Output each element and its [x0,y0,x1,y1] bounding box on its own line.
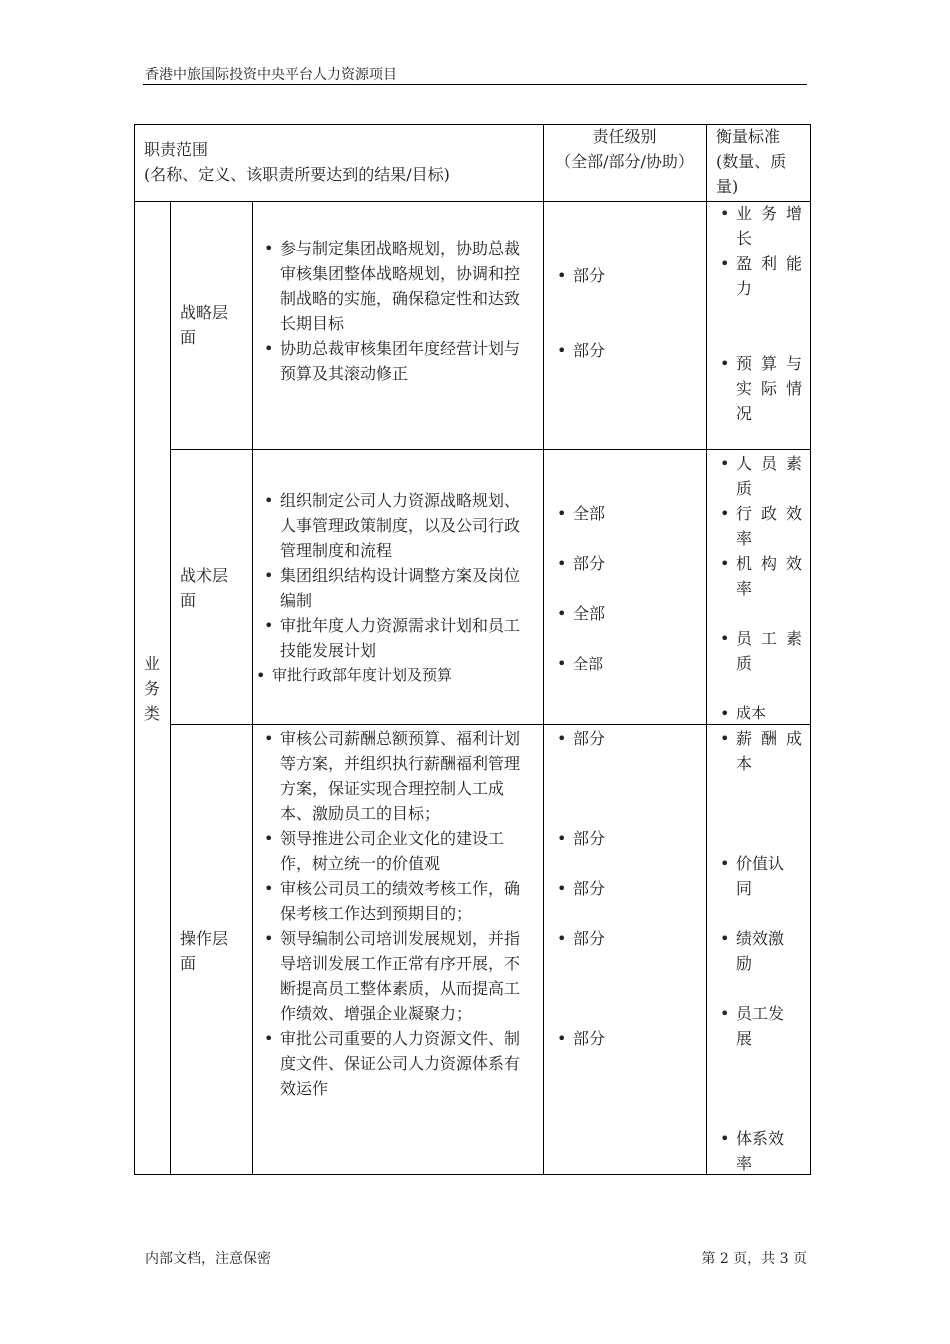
category-label [134,651,170,726]
footer-confidential: 内部文档，注意保密 [145,1251,271,1267]
measure-item: • 绩效激 励 [720,929,785,973]
level-item: • 部分 [557,729,606,748]
table-border [170,201,171,1175]
measure-item: • 员 工 素 质 [720,629,802,673]
duty-item: • 审批年度人力资源需求计划和员工 技能发展计划 [264,616,521,660]
measure-list [708,451,802,726]
duty-list [252,488,542,688]
measure-item: • 盈 利 能 力 [720,254,802,298]
duty-item: • 领导编制公司培训发展规划，并指 导培训发展工作正常有序开展，不 断提高员工整体素质，从而提高工 作绩效、增强企业凝聚力； [264,929,521,1023]
duty-list [252,236,542,386]
section-name: 战略层 面 [180,303,229,347]
level-list [545,501,705,677]
duty-item: • 审核公司员工的绩效考核工作，确 保考核工作达到预期目的； [264,879,521,923]
category-char: 类 [143,704,160,723]
level-item: • 全部 [557,654,604,673]
duty-item: • 审核公司薪酬总额预算、福利计划 等方案，并组织执行薪酬福利管理 方案，保证实现合理控制人工成 本、激励员工的目标； [264,729,521,823]
measure-item: • 薪 酬 成 本 [720,729,802,773]
level-item: • 部分 [557,929,606,948]
duty-list [252,726,542,1101]
level-list [545,726,705,1051]
table-border [170,449,811,450]
measure-item: • 体系效 率 [720,1129,785,1173]
duty-item: • 审批公司重要的人力资源文件、制 度文件、保证公司人力资源体系有 效运作 [264,1029,521,1098]
level-item: • 部分 [557,341,606,360]
category-char: 业 [143,654,160,673]
measure-item: • 业 务 增 长 [720,204,802,248]
level-item: • 部分 [557,829,606,848]
category-char: 务 [143,679,160,698]
measure-item: • 行 政 效 率 [720,504,802,548]
measure-list [708,726,802,1176]
footer-page-number: 第 2 页，共 3 页 [701,1251,807,1267]
duty-item: • 协助总裁审核集团年度经营计划与 预算及其滚动修正 [264,339,521,383]
header-rule [143,84,807,85]
duty-item: • 领导推进公司企业文化的建设工 作，树立统一的价值观 [264,829,505,873]
level-item: • 全部 [557,504,606,523]
level-item: • 部分 [557,266,606,285]
table-border [134,124,811,125]
table-border [134,124,135,1175]
responsibility-table [134,124,811,1175]
measure-item: • 机 构 效 率 [720,554,802,598]
duty-item: • 参与制定集团战略规划，协助总裁 审核集团整体战略规划，协调和控 制战略的实施，确保稳定性和达致 长期目标 [264,239,521,333]
measure-item: • 预 算 与 实 际 情 况 [720,354,802,423]
duty-item: • 组织制定公司人力资源战略规划、 人事管理政策制度，以及公司行政 管理制度和流程 [264,491,521,560]
header-title: 香港中旅国际投资中央平台人力资源项目 [145,67,397,83]
level-item: • 全部 [557,604,606,623]
measure-item: • 员工发 展 [720,1004,785,1048]
table-border [706,124,707,1175]
section-name: 操作层 面 [180,929,229,973]
measure-item: • 人 员 素 质 [720,454,802,498]
measure-item: • 价值认 同 [720,854,785,898]
level-list [545,263,705,363]
measure-header: 衡量标准 (数量、质 量) [716,127,787,196]
duty-item: • 审批行政部年度计划及预算 [256,666,453,685]
level-item: • 部分 [557,879,606,898]
section-name: 战术层 面 [180,566,229,610]
scope-header: 职责范围 (名称、定义、该职责所要达到的结果/目标) [144,140,450,184]
duty-item: • 集团组织结构设计调整方案及岗位 编制 [264,566,521,610]
measure-item: • 成本 [720,704,767,723]
level-item: • 部分 [557,554,606,573]
level-item: • 部分 [557,1029,606,1048]
table-border [810,124,811,1175]
measure-list [708,201,802,426]
level-header: 责任级别 （全部/部分/协助） [555,127,694,171]
table-border [543,124,544,1175]
